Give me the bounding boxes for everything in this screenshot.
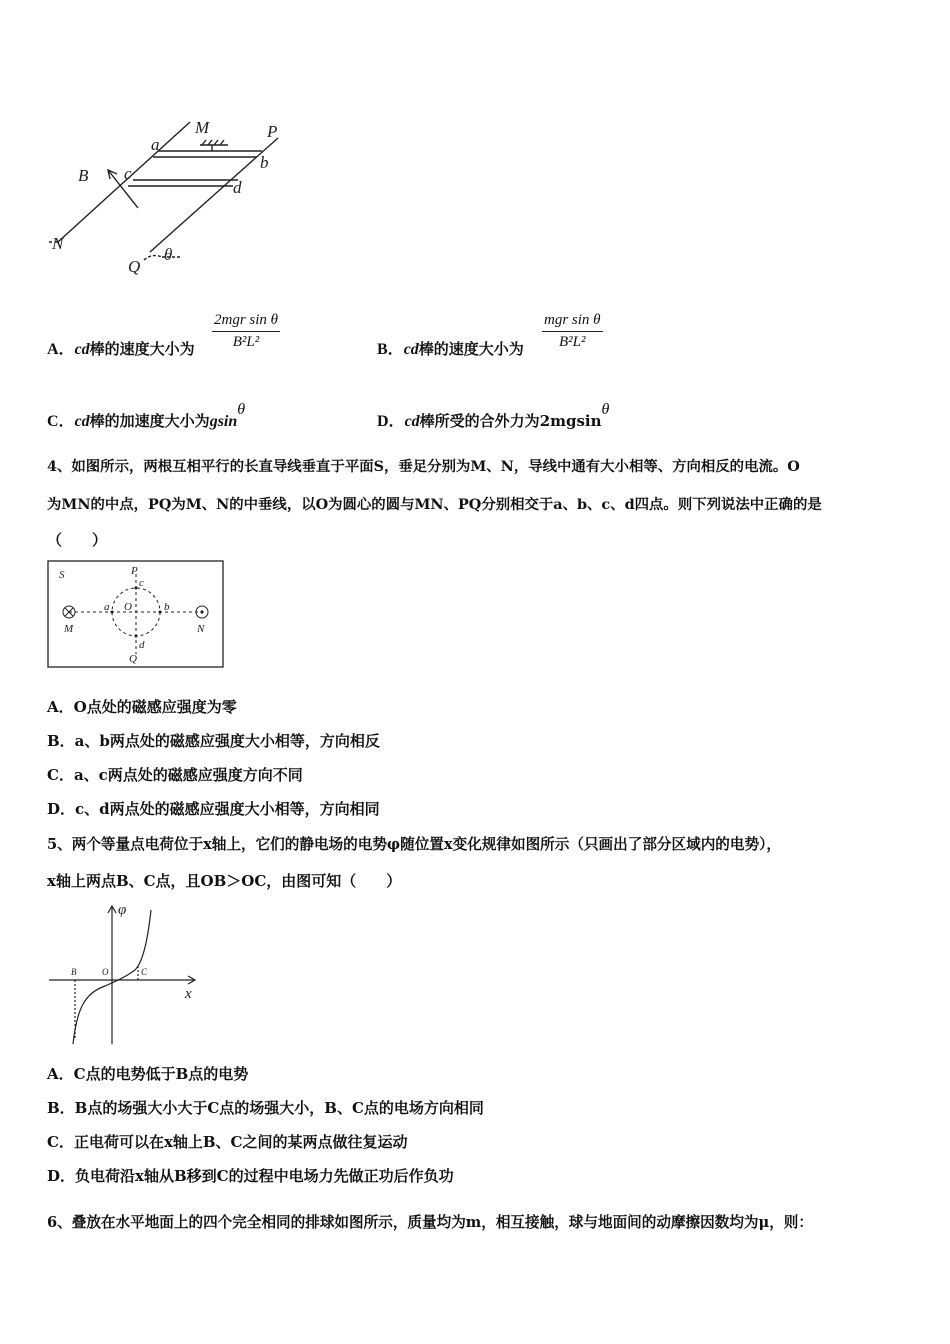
label-P: P	[131, 565, 138, 577]
label-Q: Q	[129, 653, 137, 665]
label-b: b	[260, 153, 269, 172]
q3-option-b: B．cd棒的速度大小为	[377, 340, 524, 358]
q3-option-b-fraction: mgr sin θ B²L²	[544, 312, 601, 350]
label-c: c	[139, 577, 144, 589]
label-b: b	[164, 601, 170, 613]
label-N: N	[197, 623, 205, 635]
label-c: c	[124, 164, 132, 183]
q5-option-d: D．负电荷沿x轴从B移到C的过程中电场力先做正功后作负功	[47, 1167, 454, 1185]
q3-option-a: A．cd棒的速度大小为	[47, 340, 195, 358]
q4-stem-line3: （ ）	[47, 531, 108, 549]
wires-figure	[47, 560, 225, 670]
label-x: x	[185, 986, 192, 1002]
q5-option-a: A．C点的电势低于B点的电势	[47, 1065, 249, 1083]
label-P: P	[267, 122, 278, 141]
q4-option-c: C．a、c两点处的磁感应强度方向不同	[47, 766, 303, 784]
q3-option-c: C．cd棒的加速度大小为gsinθ	[47, 401, 246, 430]
q4-stem-line1: 4、如图所示，两根互相平行的长直导线垂直于平面S，垂足分别为M、N，导线中通有大小相等、方向相反的电流。O	[47, 458, 800, 475]
label-M: M	[64, 623, 74, 635]
q3-option-a-fraction: 2mgr sin θ B²L²	[214, 312, 279, 350]
label-O: O	[102, 967, 109, 977]
q4-option-d: D．c、d两点处的磁感应强度大小相等，方向相同	[47, 800, 380, 818]
label-phi: φ	[118, 902, 127, 918]
label-theta: θ	[164, 245, 173, 264]
q5-option-c: C．正电荷可以在x轴上B、C之间的某两点做往复运动	[47, 1133, 408, 1151]
label-a: a	[104, 601, 110, 613]
label-C: C	[141, 967, 148, 977]
q4-option-a: A．O点处的磁感应强度为零	[47, 698, 237, 716]
potential-graph	[45, 898, 205, 1048]
label-M: M	[195, 118, 210, 137]
label-Q: Q	[128, 257, 141, 276]
label-a: a	[151, 135, 160, 154]
label-d: d	[233, 178, 242, 197]
label-N: N	[52, 234, 64, 253]
label-S: S	[59, 569, 65, 581]
label-B: B	[71, 967, 77, 977]
q4-option-b: B．a、b两点处的磁感应强度大小相等，方向相反	[47, 732, 380, 750]
rails-figure	[40, 110, 300, 290]
label-O: O	[124, 601, 132, 613]
label-B: B	[78, 166, 89, 185]
q5-option-b: B．B点的场强大小大于C点的场强大小，B、C点的电场方向相同	[47, 1099, 484, 1117]
q3-option-d: D．cd棒所受的合外力为2mgsinθ	[377, 401, 610, 430]
q5-stem-line1: 5、两个等量点电荷位于x轴上，它们的静电场的电势φ随位置x变化规律如图所示（只画出了部分区域内的电势），	[47, 836, 781, 853]
q5-stem-line2: x轴上两点B、C点，且OB＞OC，由图可知（ ）	[47, 872, 402, 890]
label-d: d	[139, 639, 145, 651]
q6-stem-line1: 6、叠放在水平地面上的四个完全相同的排球如图所示，质量均为m，相互接触，球与地面间的动摩擦因数均为μ，则：	[47, 1214, 813, 1231]
q4-stem-line2: 为MN的中点，PQ为M、N的中垂线，以O为圆心的圆与MN、PQ分别相交于a、b、c、d四点。则下列说法中正确的是	[47, 496, 822, 513]
